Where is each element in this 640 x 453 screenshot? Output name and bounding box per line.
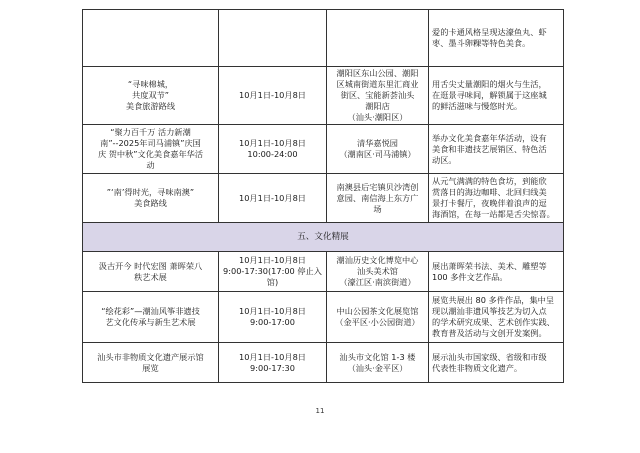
event-venue-cell xyxy=(327,67,429,125)
event-desc-cell xyxy=(429,252,564,292)
date-line: 10月1日-10月8日 xyxy=(239,351,306,362)
table-row xyxy=(83,252,564,292)
date-line: 10月1日-10月8日 xyxy=(239,192,306,203)
desc-line: 爱的卡通风格呈现达濠鱼丸、虾 xyxy=(432,27,547,37)
name-line: “寻味棉城， xyxy=(127,79,174,89)
name-line: 美食旅游路线 xyxy=(125,101,176,111)
event-name-cell xyxy=(83,174,219,223)
date-line: 9:00-17:30 xyxy=(250,362,295,373)
table-row xyxy=(83,292,564,343)
table-row xyxy=(83,10,564,67)
venue-line: 清华嘉悦园 xyxy=(357,138,398,148)
desc-line: 赏落日的海边咖啡、北回归线美 xyxy=(432,187,547,197)
name-line: 共度双节” xyxy=(132,90,169,100)
section-header-row xyxy=(83,223,564,252)
event-venue-cell xyxy=(327,252,429,292)
event-date-cell xyxy=(219,125,327,174)
event-desc-cell xyxy=(429,174,564,223)
name-line: 汲古开今 时代宏图 萧晖荣八 xyxy=(98,260,203,271)
event-desc-cell xyxy=(429,10,564,67)
event-date-cell xyxy=(219,10,327,67)
event-desc-cell xyxy=(429,343,564,383)
desc-line: 枣、墨斗卵粿等特色美食。 xyxy=(432,38,531,48)
table-row xyxy=(83,67,564,125)
desc-line: 100 多件文艺作品。 xyxy=(432,271,508,282)
desc-line: 动区。 xyxy=(432,154,457,165)
name-line: 南”--2025年司马浦镇”庆国 xyxy=(100,138,201,148)
desc-line: 展示汕头市国家级、省级和市级 xyxy=(432,351,547,362)
venue-line: 场 xyxy=(373,203,382,214)
desc-line: 的学术研究成果、艺术创作实践、 xyxy=(432,317,555,327)
desc-line: 景打卡餐厅，夜晚伴着浪声的逗 xyxy=(432,198,547,208)
venue-line: （潮南区·司马浦镇） xyxy=(339,149,416,159)
name-line: ”‘南’得时光，寻味南澳” xyxy=(106,187,195,197)
venue-line: （濠江区·南滨街道） xyxy=(339,277,416,287)
venue-line: （金平区·小公园街道） xyxy=(335,317,420,327)
name-line: 美食路线 xyxy=(134,198,167,208)
venue-line: 潮阳店 xyxy=(365,101,390,111)
event-date-cell xyxy=(219,174,327,223)
desc-line: 美食和非遗技艺展销区、特色活 xyxy=(432,143,547,154)
name-line: “聚力百千万 活力新潮 xyxy=(110,127,191,137)
event-name-cell xyxy=(83,67,219,125)
event-date-cell xyxy=(219,343,327,383)
event-name-cell xyxy=(83,252,219,292)
date-line: 9:00-17:00 xyxy=(250,317,295,327)
venue-line: （汕头·金平区） xyxy=(347,362,408,373)
venue-line: 中山公园茶文化展览馆 xyxy=(336,306,419,316)
venue-line: 汕头美术馆 xyxy=(357,266,398,276)
venue-line: （汕头·潮阳区） xyxy=(347,112,408,122)
event-date-cell xyxy=(219,292,327,343)
date-line: 10月1日-10月8日 xyxy=(239,255,306,265)
date-line: 10月1日-10月8日 xyxy=(239,90,306,100)
desc-line: 展出萧晖荣书法、美术、雕塑等 xyxy=(432,260,547,271)
date-line: 10月1日-10月8日 xyxy=(239,306,306,316)
name-line: “绘花彩”—潮汕风筝非遗技 xyxy=(101,306,200,316)
desc-line: 举办文化美食嘉年华活动，设有 xyxy=(432,132,547,143)
event-desc-cell xyxy=(429,67,564,125)
page-number: 11 xyxy=(315,407,325,415)
event-name-cell xyxy=(83,343,219,383)
event-venue-cell xyxy=(327,343,429,383)
name-line: 艺文化传承与新生艺术展 xyxy=(105,317,196,327)
event-date-cell xyxy=(219,252,327,292)
event-desc-cell xyxy=(429,125,564,174)
desc-line: 代表性非物质文化遗产。 xyxy=(432,362,523,373)
events-table xyxy=(82,9,564,383)
venue-line: 汕头市文化馆 1-3 楼 xyxy=(339,351,416,362)
event-date-cell xyxy=(219,67,327,125)
name-line: 秩艺术展 xyxy=(134,271,167,282)
name-line: 展览 xyxy=(142,362,159,373)
event-name-cell xyxy=(83,125,219,174)
venue-line: 潮汕历史文化博览中心 xyxy=(336,255,419,265)
desc-line: 用舌尖丈量潮阳的烟火与生活， xyxy=(432,79,547,89)
date-line: 9:00-17:30(17:00 停止入馆) xyxy=(223,266,322,287)
event-venue-cell xyxy=(327,174,429,223)
name-line: 庆 贺中秋”文化美食嘉年华活 xyxy=(97,149,204,159)
desc-line: 海酒馆，在每一站都是舌尖惊喜。 xyxy=(432,209,555,219)
venue-line: 区城南街道东里汇商业 xyxy=(336,79,419,89)
event-desc-cell xyxy=(429,292,564,343)
venue-line: 潮阳区东山公园、潮阳 xyxy=(336,68,419,78)
desc-line: 的鲜活滋味与慢悠时光。 xyxy=(432,101,523,111)
desc-line: 教育普及活动与文创开发案例。 xyxy=(432,328,547,338)
table-row xyxy=(83,343,564,383)
event-venue-cell xyxy=(327,125,429,174)
event-venue-cell xyxy=(327,10,429,67)
event-name-cell xyxy=(83,292,219,343)
table-row xyxy=(83,125,564,174)
desc-line: 展览共展出 80 多件作品，集中呈 xyxy=(432,295,555,305)
event-venue-cell xyxy=(327,292,429,343)
venue-line: 意园、南信海上东方广 xyxy=(336,192,419,203)
date-line: 10月1日-10月8日 xyxy=(239,138,306,148)
desc-line: 从元气满满的特色食坊，到能欣 xyxy=(432,176,547,186)
venue-line: 街区、宝能新荟汕头 xyxy=(340,90,415,100)
name-line: 动 xyxy=(146,160,155,170)
desc-line: 在逛景寻味间，解锁属于这座城 xyxy=(432,90,547,100)
venue-line: 南澳县后宅镇贝沙湾创 xyxy=(336,181,419,192)
event-name-cell xyxy=(83,10,219,67)
table-row xyxy=(83,174,564,223)
date-line: 10:00-24:00 xyxy=(247,149,298,159)
desc-line: 现以潮汕非遗风筝技艺为切入点 xyxy=(432,306,547,316)
section-title: 五、文化精展 xyxy=(83,223,564,252)
name-line: 汕头市非物质文化遗产展示馆 xyxy=(97,351,204,362)
